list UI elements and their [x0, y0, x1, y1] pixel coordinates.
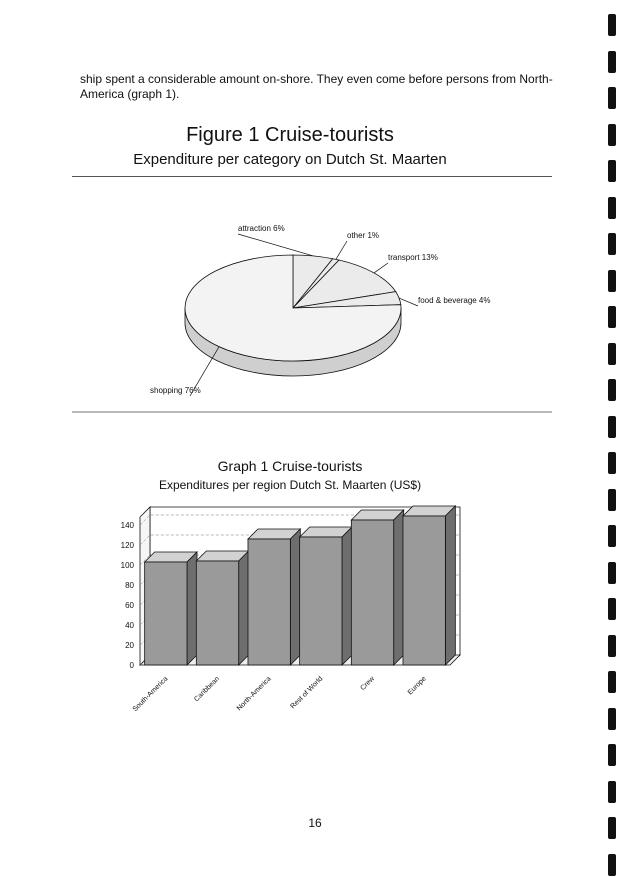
bar-xtick-label-rest-of-world: Rest of World [289, 675, 325, 711]
pie-leader-other [336, 241, 347, 259]
bar-xtick-label-south-america: South-America [131, 675, 170, 714]
binding-ring [608, 452, 616, 474]
graph1-subtitle: Expenditures per region Dutch St. Maarten (US$) [158, 478, 422, 492]
bar-ytick-label: 60 [125, 601, 134, 610]
bar-xtick-label-caribbean: Caribbean [193, 675, 222, 704]
bar-xtick-label-north-america: North-America [235, 675, 273, 713]
bar-side-rest-of-world [342, 527, 352, 665]
bar-xtick-label-europe: Europe [406, 675, 428, 697]
bar-ytick-label: 140 [120, 521, 134, 530]
pie-leader-attraction [238, 234, 313, 256]
bar-crew [351, 520, 393, 665]
bar-chart [0, 505, 630, 755]
bar-side-south-america [187, 552, 197, 665]
figure1-rule [72, 176, 552, 177]
figure1-subtitle: Expenditure per category on Dutch St. Maarten [133, 151, 447, 168]
bar-side-europe [445, 506, 455, 665]
bar-rest-of-world [300, 537, 342, 665]
bar-ytick-label: 40 [125, 621, 134, 630]
bar-europe [403, 516, 445, 665]
pie-leader-transport [374, 263, 388, 273]
binding-ring [608, 781, 616, 803]
page-number: 16 [308, 816, 322, 830]
bar-north-america [248, 539, 290, 665]
bar-side-caribbean [239, 551, 249, 665]
bar-side-crew [394, 510, 404, 665]
bar-ytick-label: 80 [125, 581, 134, 590]
graph1-title: Graph 1 Cruise-tourists [217, 458, 363, 474]
binding-ring [608, 854, 616, 876]
bar-xtick-label-crew: Crew [359, 675, 377, 692]
binding-ring [608, 160, 616, 182]
pie-leader-food-beverage [399, 298, 418, 306]
pie-label-shopping: shopping 76% [150, 386, 201, 395]
pie-chart [0, 180, 630, 420]
bar-ytick-label: 120 [120, 541, 134, 550]
binding-ring [608, 51, 616, 73]
bar-ytick-label: 100 [120, 561, 134, 570]
bar-side-north-america [290, 529, 300, 665]
pie-label-other: other 1% [347, 231, 380, 240]
bar-ytick-label: 0 [129, 661, 134, 670]
pie-label-food-beverage: food & beverage 4% [418, 296, 491, 305]
bar-ytick-label: 20 [125, 641, 134, 650]
pie-label-attraction: attraction 6% [238, 224, 285, 233]
binding-ring [608, 124, 616, 146]
figure1-title: Figure 1 Cruise-tourists [186, 124, 394, 146]
bar-caribbean [196, 561, 238, 665]
bar-south-america [145, 562, 187, 665]
intro-paragraph: ship spent a considerable amount on-shore. They even come before persons from North-America (graph 1). [80, 72, 553, 101]
binding-ring [608, 87, 616, 109]
pie-label-transport: transport 13% [388, 253, 438, 262]
binding-ring [608, 14, 616, 36]
